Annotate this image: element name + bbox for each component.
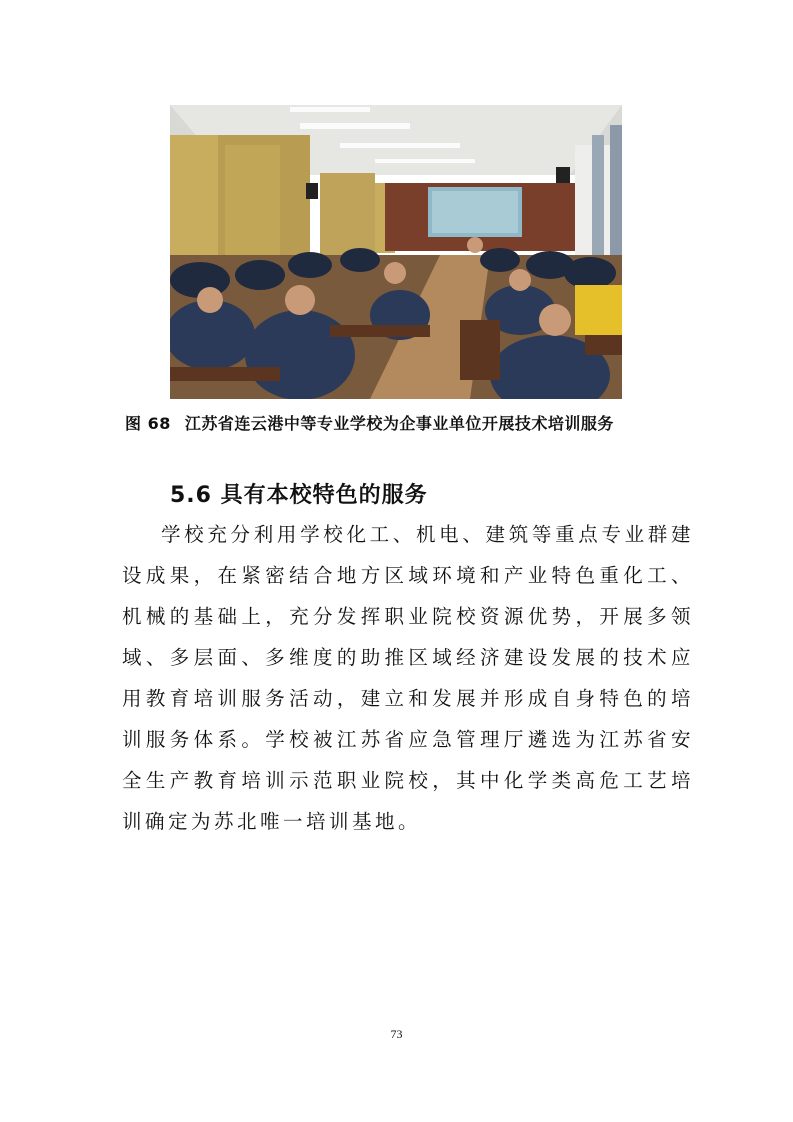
- section-heading: 5.6 具有本校特色的服务: [170, 483, 428, 508]
- figure-caption: [125, 411, 685, 434]
- training-session-photo: [170, 105, 622, 399]
- caption-number: 图 68: [125, 414, 171, 433]
- caption-text: 江苏省连云港中等专业学校为企事业单位开展技术培训服务: [184, 414, 614, 433]
- section-paragraph: 学校充分利用学校化工、机电、建筑等重点专业群建设成果，在紧密结合地方区域环境和产业特色重化工、机械的基础上，充分发挥职业院校资源优势，开展多领域、多层面、多维度的助推区域经济建设发展的技术应用教育培训服务活动，建立和发展并形成自身特色的培训服务体系。学校被江苏省应急管理厅遴选为江苏省安全生产教育培训示范职业院校，其中化学类高危工艺培训确定为苏北唯一培训基地。: [122, 523, 694, 833]
- page-number: 73: [390, 1027, 403, 1041]
- photo-illustration: [170, 105, 622, 399]
